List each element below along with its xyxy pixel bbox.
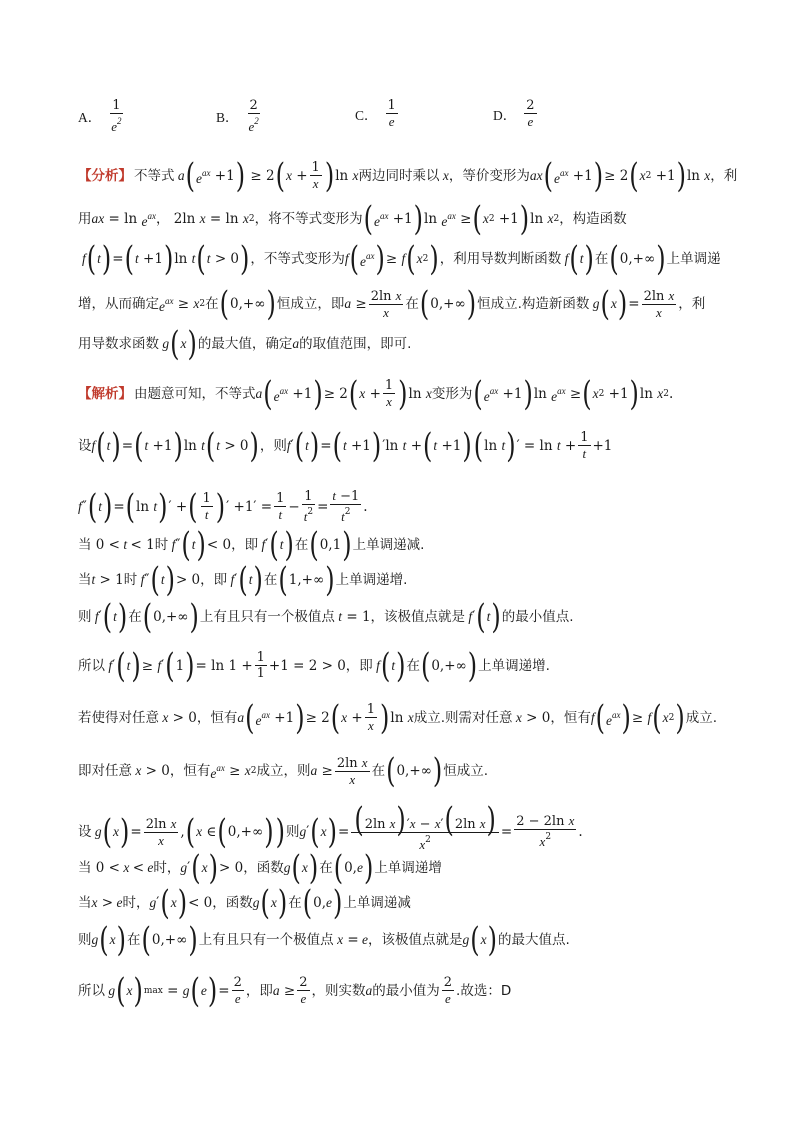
solution-line-5: 当 t > 1 时 f ″ ( t ) > 0 ，即 f ′ ( t ) 在 ( 1,+∞ ) 上单调递增. [78, 560, 408, 600]
analysis-tag: 【分析】 [78, 167, 132, 184]
solution-tag: 【解析】 [78, 385, 132, 402]
solution-line-1: 【解析】 由题意可知，不等式 a ( $e^{ax}$ +1 ) ≥ 2 ( x + $\frac{1}{x}$ ) ln x 变形为 ( $e^{ax}$ +1 ) ln $e^{ax}$ ≥ ( x 2 +1 ) ln x 2 . [78, 373, 674, 414]
solution-line-13: 则 g ( x ) 在 ( 0,+∞ ) 上有且只有一个极值点 x = e ，该极值点就是 g ( x ) 的最大值点. [78, 920, 570, 960]
option-a: A． $\frac{1}{e^2}$ [78, 98, 122, 134]
option-d: D． $\frac{2}{e}$ [493, 98, 535, 129]
analysis-line-5: 用导数求函数 g ( x ) 的最大值，确定 a 的取值范围，即可. [78, 324, 412, 364]
solution-line-6: 则 f ′ ( t ) 在 ( 0,+∞ ) 上有且只有一个极值点 t = 1 ，该极值点就是 f ′ ( t ) 的最小值点. [78, 597, 574, 637]
solution-line-14: 所以 g ( x ) max = g ( e ) = $\frac{2}{e}$ ，即 a ≥ $\frac{2}{e}$ ，则实数 a 的最小值为 $\frac{2}{e}$ .故选：D [78, 970, 512, 1011]
solution-line-8: 若使得对任意 x > 0 ，恒有 a ( $e^{ax}$ +1 ) ≥ 2 ( x + $\frac{1}{x}$ ) ln x 成立.则需对任意 x > 0 ，恒有 f ( $e^{ax}$ ) ≥ f ( x 2 ) 成立. [78, 697, 718, 738]
analysis-line-1: 【分析】 不等式 a ( $e^{ax}$ +1 ) ≥ 2 ( x + $\frac{1}{x}$ ) ln x 两边同时乘以 x ，等价变形为 ax ( $e^{ax}$ +1 ) ≥ 2 ( x 2 +1 ) ln x ，利 [78, 155, 738, 196]
solution-line-12: 当 x > e 时， g ′ ( x ) < 0 ，函数 g ( x ) 在 ( 0, e ) 上单调递减 [78, 883, 411, 923]
analysis-line-2: 用 ax = ln $e^{ax}$ ， 2ln x = ln x 2 ，将不等式变形为 ( $e^{ax}$ +1 ) ln $e^{ax}$ ≥ ( x 2 +1 ) ln x 2 ，构造函数 [78, 199, 627, 239]
analysis-line-3: f ( t ) = ( t +1 ) ln t ( t > 0 ) ，不等式变形为 f ( $e^{ax}$ ) ≥ f ( x 2 ) ，利用导数判断函数 f ( t ) 在 ( 0,+∞ ) 上单调递 [82, 239, 721, 279]
analysis-line-4: 增，从而确定 $e^{ax}$ ≥ x 2 在 ( 0,+∞ ) 恒成立，即 a ≥ $\frac{\text{2ln x}}{x}$ 在 ( 0,+∞ ) 恒成立.构造新函数 g ( x ) = $\frac{\text{2ln x}}{x}$ ，利 [78, 284, 706, 324]
option-c: C． $\frac{1}{e}$ [355, 98, 396, 129]
solution-line-3: f ″ ( t ) = ( ln t ) ′ + ( $\frac{1}{t}$ ) ′ +1′ = $\frac{1}{t}$ − $\frac{1}{t^2}$ = $\frac{t -1}{t^2}$ . [78, 486, 368, 527]
solution-line-7: 所以 f ′ ( t ) ≥ f ′ ( 1 ) = ln 1 + $\frac{1}{1}$ +1 = 2 > 0 ，即 f ( t ) 在 ( 0,+∞ ) 上单调递增. [78, 645, 550, 686]
solution-line-9: 即对任意 x > 0 ，恒有 $e^{ax}$ ≥ x 2 成立，则 a ≥ $\frac{\text{2ln x}}{x}$ 在 ( 0,+∞ ) 恒成立. [78, 751, 489, 791]
solution-line-11: 当 0 < x < e 时， g ′ ( x ) > 0 ，函数 g ( x ) 在 ( 0, e ) 上单调递增 [78, 848, 442, 888]
solution-line-4: 当 0 < t < 1 时 f ″ ( t ) < 0 ，即 f ′ ( t ) 在 ( 0,1 ) 上单调递减. [78, 525, 425, 565]
option-b: B． $\frac{2}{e^2}$ [216, 98, 259, 134]
solution-line-10: 设 g ( x ) = $\frac{\text{2ln x}}{x}$ , ( x ∈ ( 0,+∞ ) ) 则 g ′ ( x ) = $\frac{\text{(2ln x)′x − x′(2ln x)}}{x^2}$ = $\frac{\text{2 − 2ln x}}{x^2}$ . [78, 800, 583, 852]
solution-line-2: 设 f ( t ) = ( t +1 ) ln t ( t > 0 ) ，则 f ′ ( t ) = ( t +1 ) ′ln t + ( t +1 ) ( ln t ) ′ = ln t + $\frac{1}{t}$ +1 [78, 425, 613, 466]
